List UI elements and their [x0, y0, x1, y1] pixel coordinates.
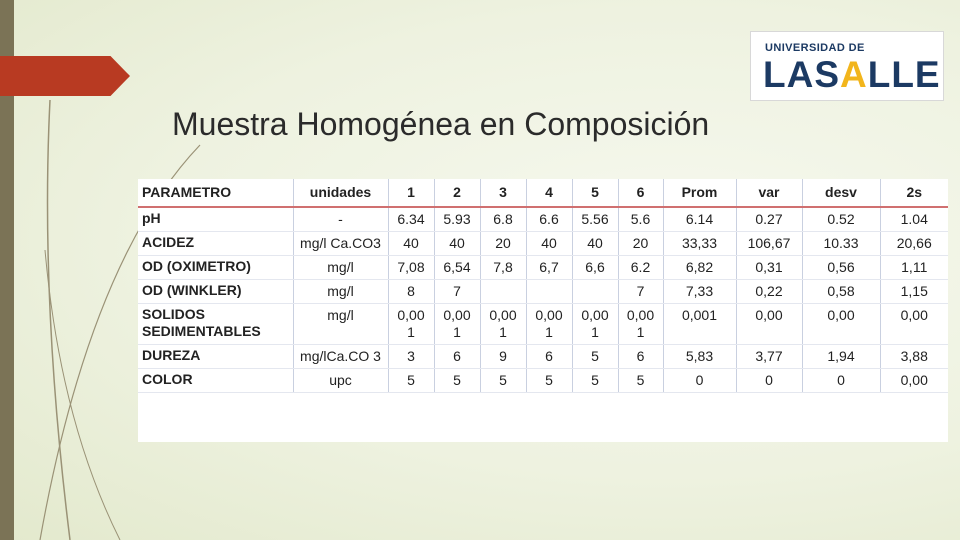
table-row	[138, 256, 948, 280]
value-cell: 0,00 1	[388, 304, 434, 345]
value-cell: 3,88	[880, 345, 948, 369]
value-cell: 0,00 1	[526, 304, 572, 345]
table-row	[138, 304, 948, 345]
value-cell: 6.34	[388, 207, 434, 232]
value-cell: 0,001	[663, 304, 736, 345]
unit-cell: mg/l	[293, 304, 388, 345]
parameter-cell: OD (OXIMETRO)	[138, 256, 293, 280]
value-cell: 10.33	[802, 232, 880, 256]
column-header: 6	[618, 179, 663, 207]
logo-top-text: UNIVERSIDAD DE	[765, 42, 865, 54]
value-cell: 1,94	[802, 345, 880, 369]
unit-cell: mg/l Ca.CO3	[293, 232, 388, 256]
value-cell: 0,00	[802, 304, 880, 345]
value-cell: 0,00	[880, 304, 948, 345]
table-body	[138, 207, 948, 393]
column-header: 5	[572, 179, 618, 207]
unit-cell: mg/l	[293, 256, 388, 280]
value-cell: 0,00 1	[572, 304, 618, 345]
value-cell: 20	[618, 232, 663, 256]
slide-title: Muestra Homogénea en Composición	[172, 106, 710, 142]
logo-main-text: LASALLE	[763, 54, 941, 95]
parameter-cell: ACIDEZ	[138, 232, 293, 256]
value-cell: 7,33	[663, 280, 736, 304]
value-cell: 3,77	[736, 345, 802, 369]
column-header: var	[736, 179, 802, 207]
value-cell: 5.56	[572, 207, 618, 232]
parameters-table	[138, 179, 948, 393]
value-cell: 0,00 1	[434, 304, 480, 345]
table-row	[138, 369, 948, 393]
table-row	[138, 345, 948, 369]
parameter-cell: COLOR	[138, 369, 293, 393]
value-cell: 6.8	[480, 207, 526, 232]
value-cell: 5	[434, 369, 480, 393]
value-cell: 0	[736, 369, 802, 393]
column-header: 2s	[880, 179, 948, 207]
table-header-row	[138, 179, 948, 207]
value-cell: 0,56	[802, 256, 880, 280]
value-cell: 1,11	[880, 256, 948, 280]
unit-cell: mg/l	[293, 280, 388, 304]
value-cell: 1.04	[880, 207, 948, 232]
value-cell: 6,54	[434, 256, 480, 280]
value-cell: 6.2	[618, 256, 663, 280]
value-cell: 5	[618, 369, 663, 393]
value-cell: 8	[388, 280, 434, 304]
value-cell	[480, 280, 526, 304]
parameter-cell: OD (WINKLER)	[138, 280, 293, 304]
value-cell: 9	[480, 345, 526, 369]
value-cell: 6	[526, 345, 572, 369]
value-cell	[572, 280, 618, 304]
value-cell: 6,82	[663, 256, 736, 280]
column-header: 1	[388, 179, 434, 207]
value-cell: 0,00 1	[618, 304, 663, 345]
value-cell: 5	[526, 369, 572, 393]
value-cell: 0,58	[802, 280, 880, 304]
column-header: PARAMETRO	[138, 179, 293, 207]
value-cell: 0,00	[736, 304, 802, 345]
data-table-container	[138, 179, 948, 442]
value-cell: 6.6	[526, 207, 572, 232]
column-header: 2	[434, 179, 480, 207]
column-header: 3	[480, 179, 526, 207]
value-cell: 7	[434, 280, 480, 304]
value-cell: 5	[572, 369, 618, 393]
value-cell: 5	[572, 345, 618, 369]
value-cell: 5	[388, 369, 434, 393]
unit-cell: mg/lCa.CO 3	[293, 345, 388, 369]
value-cell: 40	[526, 232, 572, 256]
red-arrow-tab	[0, 56, 130, 96]
value-cell: 6.14	[663, 207, 736, 232]
value-cell: 40	[434, 232, 480, 256]
value-cell: 6	[618, 345, 663, 369]
value-cell: 6,7	[526, 256, 572, 280]
value-cell: 5,83	[663, 345, 736, 369]
table-row	[138, 207, 948, 232]
value-cell: 0.52	[802, 207, 880, 232]
column-header: unidades	[293, 179, 388, 207]
parameter-cell: SOLIDOS SEDIMENTABLES	[138, 304, 293, 345]
value-cell: 5.6	[618, 207, 663, 232]
value-cell: 40	[388, 232, 434, 256]
table-row	[138, 280, 948, 304]
column-header: Prom	[663, 179, 736, 207]
value-cell: 0,31	[736, 256, 802, 280]
table-row	[138, 232, 948, 256]
value-cell: 0	[802, 369, 880, 393]
value-cell: 0,22	[736, 280, 802, 304]
unit-cell: upc	[293, 369, 388, 393]
value-cell: 7,8	[480, 256, 526, 280]
column-header: desv	[802, 179, 880, 207]
university-logo	[750, 31, 944, 101]
value-cell: 40	[572, 232, 618, 256]
value-cell: 6	[434, 345, 480, 369]
value-cell: 5	[480, 369, 526, 393]
value-cell: 20	[480, 232, 526, 256]
value-cell: 0,00	[880, 369, 948, 393]
parameter-cell: DUREZA	[138, 345, 293, 369]
value-cell: 6,6	[572, 256, 618, 280]
value-cell: 7	[618, 280, 663, 304]
value-cell	[526, 280, 572, 304]
value-cell: 0,00 1	[480, 304, 526, 345]
value-cell: 106,67	[736, 232, 802, 256]
parameter-cell: pH	[138, 207, 293, 232]
value-cell: 7,08	[388, 256, 434, 280]
value-cell: 0.27	[736, 207, 802, 232]
value-cell: 20,66	[880, 232, 948, 256]
value-cell: 3	[388, 345, 434, 369]
value-cell: 33,33	[663, 232, 736, 256]
value-cell: 1,15	[880, 280, 948, 304]
value-cell: 0	[663, 369, 736, 393]
value-cell: 5.93	[434, 207, 480, 232]
unit-cell: -	[293, 207, 388, 232]
column-header: 4	[526, 179, 572, 207]
